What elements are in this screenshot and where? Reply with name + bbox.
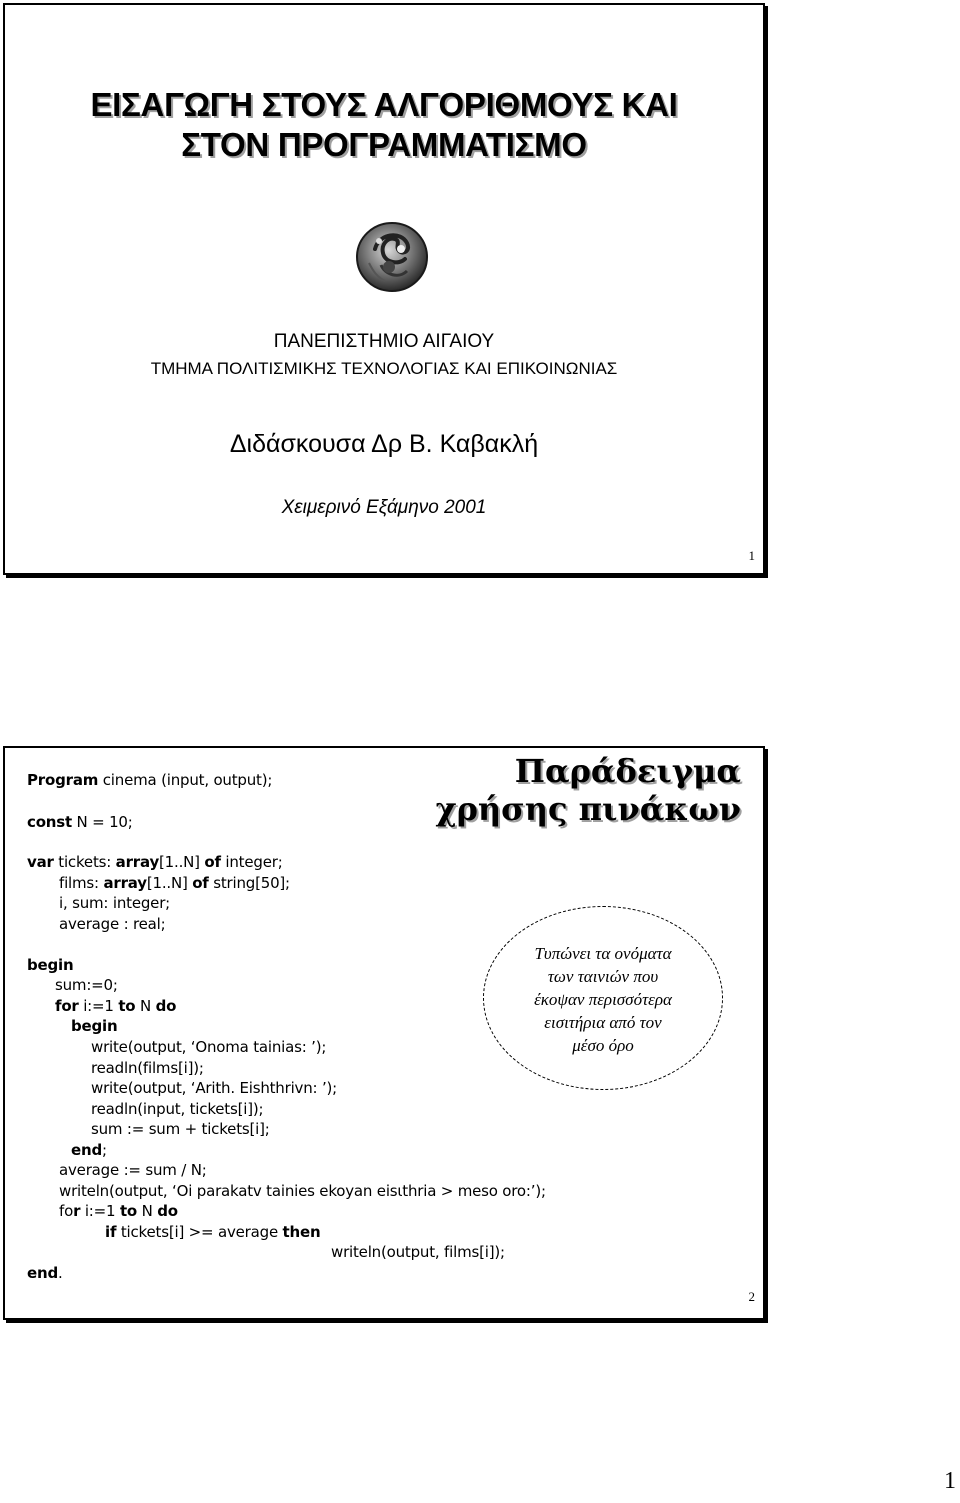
code-line [105,1222,320,1242]
code-keyword: to [118,997,136,1015]
slide-1-page-number: 1 [748,548,755,563]
code-text: write(output, ‘Arith. Eishthrivn: ’); [91,1079,338,1097]
code-line [55,996,176,1016]
code-text: tickets: [53,853,116,871]
code-line [59,893,170,913]
note-line: Τυπώνει τα ονόματα [534,944,672,963]
ancient-coin-icon [355,219,429,293]
code-text: films: [59,874,104,892]
code-text: tickets[i] >= average [116,1223,283,1241]
code-keyword: if [105,1223,117,1241]
code-line [91,1099,263,1119]
code-keyword: do [157,1202,178,1220]
code-text: N [137,1202,158,1220]
code-text: write(output, ‘Onoma tainias: ’); [91,1038,327,1056]
code-keyword: end [27,1264,58,1282]
title-line-2: ΣΤΟΝ ΠΡΟΓΡΑΜΜΑΤΙΣΜΟ [181,126,587,163]
code-line [331,1242,505,1262]
code-line [71,1016,117,1036]
code-keyword: begin [27,956,74,974]
code-text: writeln(output, ‘Oi parakatv tainies ekoyan eisιthria > meso oro:’); [59,1182,546,1200]
code-text: readln(films[i]); [91,1059,204,1077]
code-text: sum := sum + tickets[i]; [91,1120,270,1138]
code-keyword: const [27,813,72,831]
slide-2-page-number: 2 [748,1289,755,1304]
code-line [91,1037,326,1057]
code-line [55,975,118,995]
code-text: ; [102,1141,107,1159]
slide-2-title [436,752,741,828]
code-line [71,1140,107,1160]
code-keyword: r [73,1202,81,1220]
code-text: integer; [220,853,283,871]
code-line [27,1263,63,1283]
slide-1-title [5,85,763,165]
slide-2 [3,746,765,1320]
code-keyword: of [204,853,221,871]
code-keyword: var [27,853,54,871]
code-line [27,852,283,872]
code-line [27,770,272,790]
title-line-1: ΕΙΣΑΓΩΓΗ ΣΤΟΥΣ ΑΛΓΟΡΙΘΜΟΥΣ ΚΑΙ [90,86,678,123]
note-line: μέσο όρο [572,1036,634,1055]
code-line [91,1078,337,1098]
code-keyword: for [55,997,79,1015]
note-line: έκοψαν περισσότερα [534,990,672,1009]
title-line-2: χρήσης πινάκων [435,790,741,828]
code-text: average : real; [59,915,166,933]
code-keyword: begin [71,1017,118,1035]
code-keyword: then [282,1223,321,1241]
code-line [27,812,133,832]
code-keyword: array [103,874,147,892]
note-line: εισιτήρια από τον [544,1013,662,1032]
code-line [59,1201,178,1221]
code-text: cinema (input, output); [98,771,273,789]
code-keyword: do [155,997,177,1015]
semester: Χειμερινό Εξάμηνο 2001 [281,497,487,518]
code-text: [1..N] [146,874,193,892]
code-text: string[50]; [208,874,290,892]
code-text: i, sum: integer; [59,894,171,912]
code-text: average := sum / N; [59,1161,207,1179]
code-text: readln(input, tickets[i]); [91,1100,264,1118]
code-line [91,1058,204,1078]
department-name: ΤΜΗΜΑ ΠΟΛΙΤΙΣΜΙΚΗΣ ΤΕΧΝΟΛΟΓΙΑΣ ΚΑΙ ΕΠΙΚΟΙΝΩΝΙΑΣ [150,359,618,378]
code-line [59,873,290,893]
code-keyword: array [115,853,160,871]
code-text: N [135,997,156,1015]
code-line [59,1160,207,1180]
note-text [483,942,723,1057]
code-text: [1..N] [159,853,205,871]
note-line: των ταινιών που [547,967,659,986]
slide-1 [3,3,765,575]
code-text: i:=1 [78,997,119,1015]
code-text: i:=1 [80,1202,120,1220]
code-line [27,955,73,975]
code-line [59,1181,546,1201]
code-keyword: of [192,874,209,892]
code-text: N = 10; [71,813,133,831]
code-text: writeln(output, films[i]); [331,1243,505,1261]
title-line-1: Παράδειγμα [514,752,741,790]
code-line [59,914,165,934]
university-name: ΠΑΝΕΠΙΣΤΗΜΙΟ ΑΙΓΑΙΟΥ [273,331,495,352]
teacher-name: Διδάσκουσα Δρ Β. Καβακλή [229,430,539,458]
document-page-number: 1 [944,1468,956,1494]
code-keyword: Program [27,771,99,789]
code-line [91,1119,270,1139]
code-text: sum:=0; [55,976,118,994]
code-keyword: end [71,1141,102,1159]
code-text: fo [59,1202,74,1220]
code-text: . [58,1264,63,1282]
code-keyword: to [119,1202,138,1220]
